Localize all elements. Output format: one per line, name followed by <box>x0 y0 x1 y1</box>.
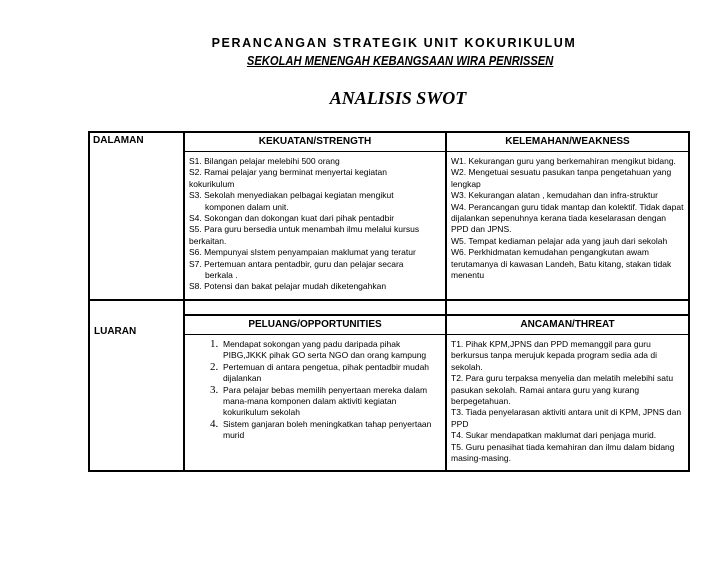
strength-item-line: berkala . <box>205 270 238 281</box>
luaran-row <box>89 314 689 471</box>
threat-item: T1. Pihak KPM,JPNS dan PPD memanggil para guru berkursus tanpa merujuk kepada program sedia ada di sekolah. <box>451 338 658 372</box>
swot-heading: ANALISIS SWOT <box>329 88 467 108</box>
opportunity-item: 2. Pertemuan di antara pengetua, pihak pentadbir mudah dijalankan <box>221 362 441 385</box>
dalaman-label-text: DALAMAN <box>93 135 144 146</box>
weakness-list <box>447 152 688 287</box>
threat-item: T4. Sukar mendapatkan maklumat dari penjaga murid. <box>451 430 657 441</box>
opportunity-cell <box>184 314 446 471</box>
spacer-cell <box>89 300 184 314</box>
spacer-cell <box>184 300 446 314</box>
threat-item: T3. Tiada penyelarasan aktiviti antara unit di KPM, JPNS dan PPD <box>451 407 682 429</box>
strength-item <box>189 213 441 224</box>
threat-cell <box>446 314 689 471</box>
threat-item: T2. Para guru terpaksa menyelia dan melatih melebihi satu pasukan sekolah. Ramai antara guru yang kurang berpegetahuan. <box>451 373 674 406</box>
strength-header: KEKUATAN/STRENGTH <box>185 133 445 152</box>
luaran-label <box>89 314 184 471</box>
weakness-item: W6. Perkhidmatan kemudahan pengangkutan awam terutamanya di kawasan Landeh, Batu kitang, stakan tidak menentu <box>451 247 672 281</box>
swot-table <box>88 131 690 472</box>
weakness-item: W3. Kekurangan alatan , kemudahan dan infra-struktur <box>451 190 658 201</box>
weakness-item: W4. Perancangan guru tidak mantap dan kolektif. Tidak dapat dijalankan sepenuhnya kerana tiada keselarasan dengan PPD dan JPNS. <box>451 201 684 235</box>
strength-item-line: S7. Pertemuan antara pentadbir, guru dan pelajar secara <box>189 258 404 269</box>
strength-item <box>189 281 441 292</box>
strength-item <box>189 259 441 282</box>
dalaman-label <box>89 132 184 300</box>
weakness-item: W2. Mengetuai sesuatu pasukan tanpa pengetahuan yang lengkap <box>451 167 672 189</box>
strength-item-line: berkaitan. <box>189 235 227 246</box>
opportunity-item: 3. Para pelajar bebas memilih penyertaan mereka dalam mana-mana komponen dalam aktiviti kegiatan kokurikulum sekolah <box>221 385 441 419</box>
opportunity-item: 1. Mendapat sokongan yang padu daripada pihak PIBG,JKKK pihak GO serta NGO dan orang kampung <box>221 339 441 362</box>
opportunity-item: 4. Sistem ganjaran boleh meningkatkan tahap penyertaan murid <box>221 419 441 442</box>
strength-item-line: S6. Mempunyai sIstem penyampaian maklumat yang teratur <box>189 247 416 258</box>
threat-header: ANCAMAN/THREAT <box>447 314 688 335</box>
strength-item-line: S5. Para guru bersedia untuk menambah ilmu melalui kursus <box>189 224 420 235</box>
strength-item <box>189 156 441 167</box>
threat-item: T5. Guru penasihat tiada kemahiran dan ilmu dalam bidang masing-masing. <box>451 441 675 463</box>
luaran-label-text: LUARAN <box>94 325 137 337</box>
weakness-header: KELEMAHAN/WEAKNESS <box>447 133 688 152</box>
strength-item <box>189 167 441 190</box>
strength-cell <box>184 132 446 300</box>
strength-item-line: S3. Sekolah menyediakan pelbagai kegiatan mengikut <box>189 190 394 201</box>
strength-item <box>189 247 441 258</box>
weakness-item: W1. Kekurangan guru yang berkemahiran mengikut bidang. <box>451 156 676 166</box>
weakness-cell <box>446 132 689 300</box>
strength-item-line: S4. Sokongan dan dokongan kuat dari pihak pentadbir <box>189 213 395 224</box>
dalaman-row <box>89 132 689 300</box>
weakness-item: W5. Tempat kediaman pelajar ada yang jauh dari sekolah <box>451 235 668 246</box>
strength-item-line: kokurikulum <box>189 178 235 189</box>
threat-list <box>447 335 688 470</box>
strength-item-line: S1. Bilangan pelajar melebihi 500 orang <box>189 156 340 166</box>
spacer-row <box>89 300 689 314</box>
opportunity-header: PELUANG/OPPORTUNITIES <box>185 314 445 335</box>
strength-item <box>189 190 441 213</box>
spacer-cell <box>446 300 689 314</box>
school-name: SEKOLAH MENENGAH KEBANGSAAN WIRA PENRISSEN <box>246 53 554 68</box>
strength-item-line: komponen dalam unit. <box>205 201 289 212</box>
strength-item-line: S2. Ramai pelajar yang berminat menyertai kegiatan <box>189 167 387 178</box>
document-title: PERANCANGAN STRATEGIK UNIT KOKURIKULUM <box>211 36 577 50</box>
opportunity-list <box>185 339 445 442</box>
strength-item-line: S8. Potensi dan bakat pelajar mudah diketengahkan <box>189 281 387 292</box>
strength-item <box>189 224 441 247</box>
strength-list <box>185 152 445 299</box>
